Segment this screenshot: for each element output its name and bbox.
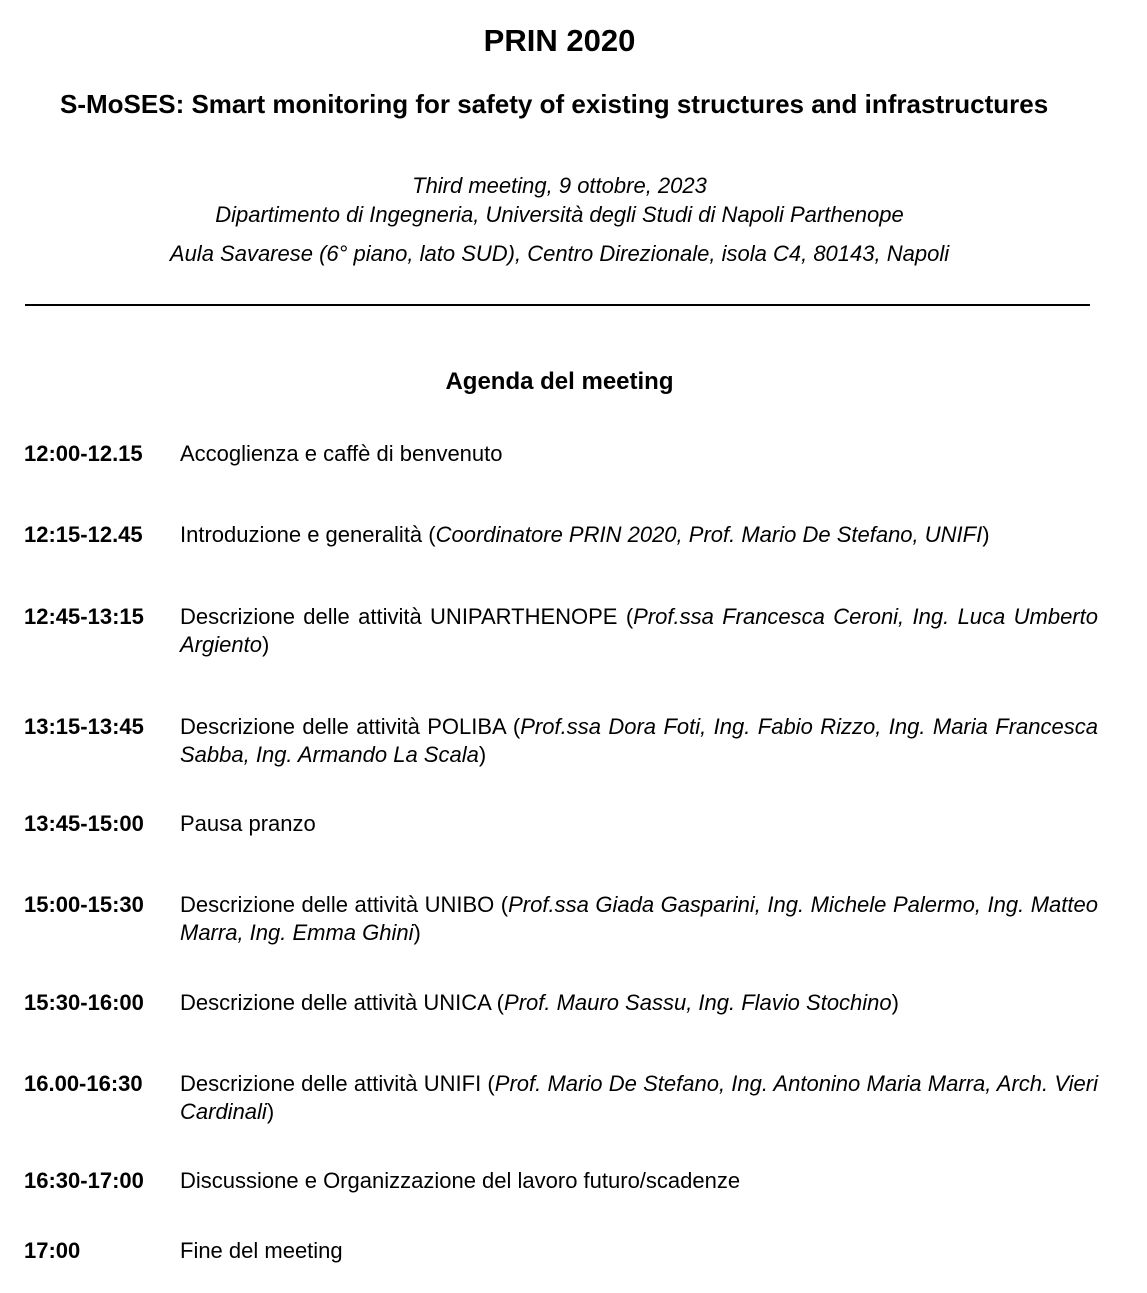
agenda-time: 15:00-15:30	[24, 892, 144, 917]
agenda-time: 12:15-12.45	[24, 522, 143, 547]
agenda-text: Accoglienza e caffè di benvenuto	[180, 441, 503, 466]
agenda-description	[180, 713, 1098, 769]
agenda-close: )	[413, 920, 421, 945]
agenda-description	[180, 1070, 1098, 1126]
agenda-speakers: Prof.ssa Giada Gasparini, Ing. Michele Palermo, Ing. Matteo Marra, Ing. Emma Ghini	[180, 892, 1098, 945]
agenda-text: Pausa pranzo	[180, 811, 316, 836]
agenda-description	[180, 440, 1098, 468]
agenda-time: 13:15-13:45	[24, 714, 144, 739]
agenda-time: 17:00	[24, 1238, 81, 1263]
agenda-close: )	[478, 742, 487, 767]
agenda-speakers: Prof. Mauro Sassu, Ing. Flavio Stochino	[504, 990, 892, 1015]
agenda-description	[180, 521, 1098, 549]
agenda-close: )	[982, 522, 990, 547]
agenda-time: 16.00-16:30	[24, 1071, 143, 1096]
agenda-description	[180, 989, 1098, 1017]
agenda-text: Fine del meeting	[180, 1238, 343, 1263]
agenda-close: )	[266, 1099, 275, 1124]
agenda-description	[180, 891, 1098, 947]
agenda-close: )	[261, 632, 270, 657]
agenda-speakers: Prof.ssa Dora Foti, Ing. Fabio Rizzo, Ing. Maria Francesca Sabba, Ing. Armando La Scala	[180, 714, 1098, 767]
agenda-description	[180, 1237, 1098, 1265]
meeting-date-line: Third meeting, 9 ottobre, 2023	[412, 173, 707, 198]
header-divider	[25, 304, 1090, 306]
agenda-close: )	[891, 990, 899, 1015]
agenda-time: 12:45-13:15	[24, 604, 144, 629]
agenda-speakers: Prof.ssa Francesca Ceroni, Ing. Luca Umberto Argiento	[180, 604, 1098, 657]
agenda-time: 13:45-15:00	[24, 811, 144, 836]
document-title: PRIN 2020	[483, 23, 636, 58]
agenda-description	[180, 1167, 1098, 1195]
agenda-description	[180, 810, 1098, 838]
venue-line: Aula Savarese (6° piano, lato SUD), Centro Direzionale, isola C4, 80143, Napoli	[169, 241, 950, 266]
agenda-text: Discussione e Organizzazione del lavoro futuro/scadenze	[180, 1168, 741, 1193]
agenda-text: Descrizione delle attività POLIBA (	[180, 714, 521, 739]
agenda-time: 16:30-17:00	[24, 1168, 144, 1193]
agenda-text: Descrizione delle attività UNICA (	[180, 990, 505, 1015]
agenda-time: 15:30-16:00	[24, 990, 144, 1015]
agenda-description	[180, 603, 1098, 659]
agenda-speakers: Coordinatore PRIN 2020, Prof. Mario De Stefano, UNIFI	[435, 522, 983, 547]
agenda-text: Descrizione delle attività UNIPARTHENOPE (	[180, 604, 634, 629]
agenda-time: 12:00-12.15	[24, 441, 143, 466]
agenda-text: Descrizione delle attività UNIFI (	[180, 1071, 495, 1096]
agenda-text: Descrizione delle attività UNIBO (	[180, 892, 509, 917]
department-line: Dipartimento di Ingegneria, Università degli Studi di Napoli Parthenope	[215, 202, 904, 227]
agenda-text: Introduzione e generalità (	[180, 522, 436, 547]
agenda-heading: Agenda del meeting	[445, 368, 674, 395]
agenda-speakers: Prof. Mario De Stefano, Ing. Antonino Maria Marra, Arch. Vieri Cardinali	[180, 1071, 1098, 1124]
document-subtitle: S-MoSES: Smart monitoring for safety of existing structures and infrastructures	[60, 89, 1049, 119]
